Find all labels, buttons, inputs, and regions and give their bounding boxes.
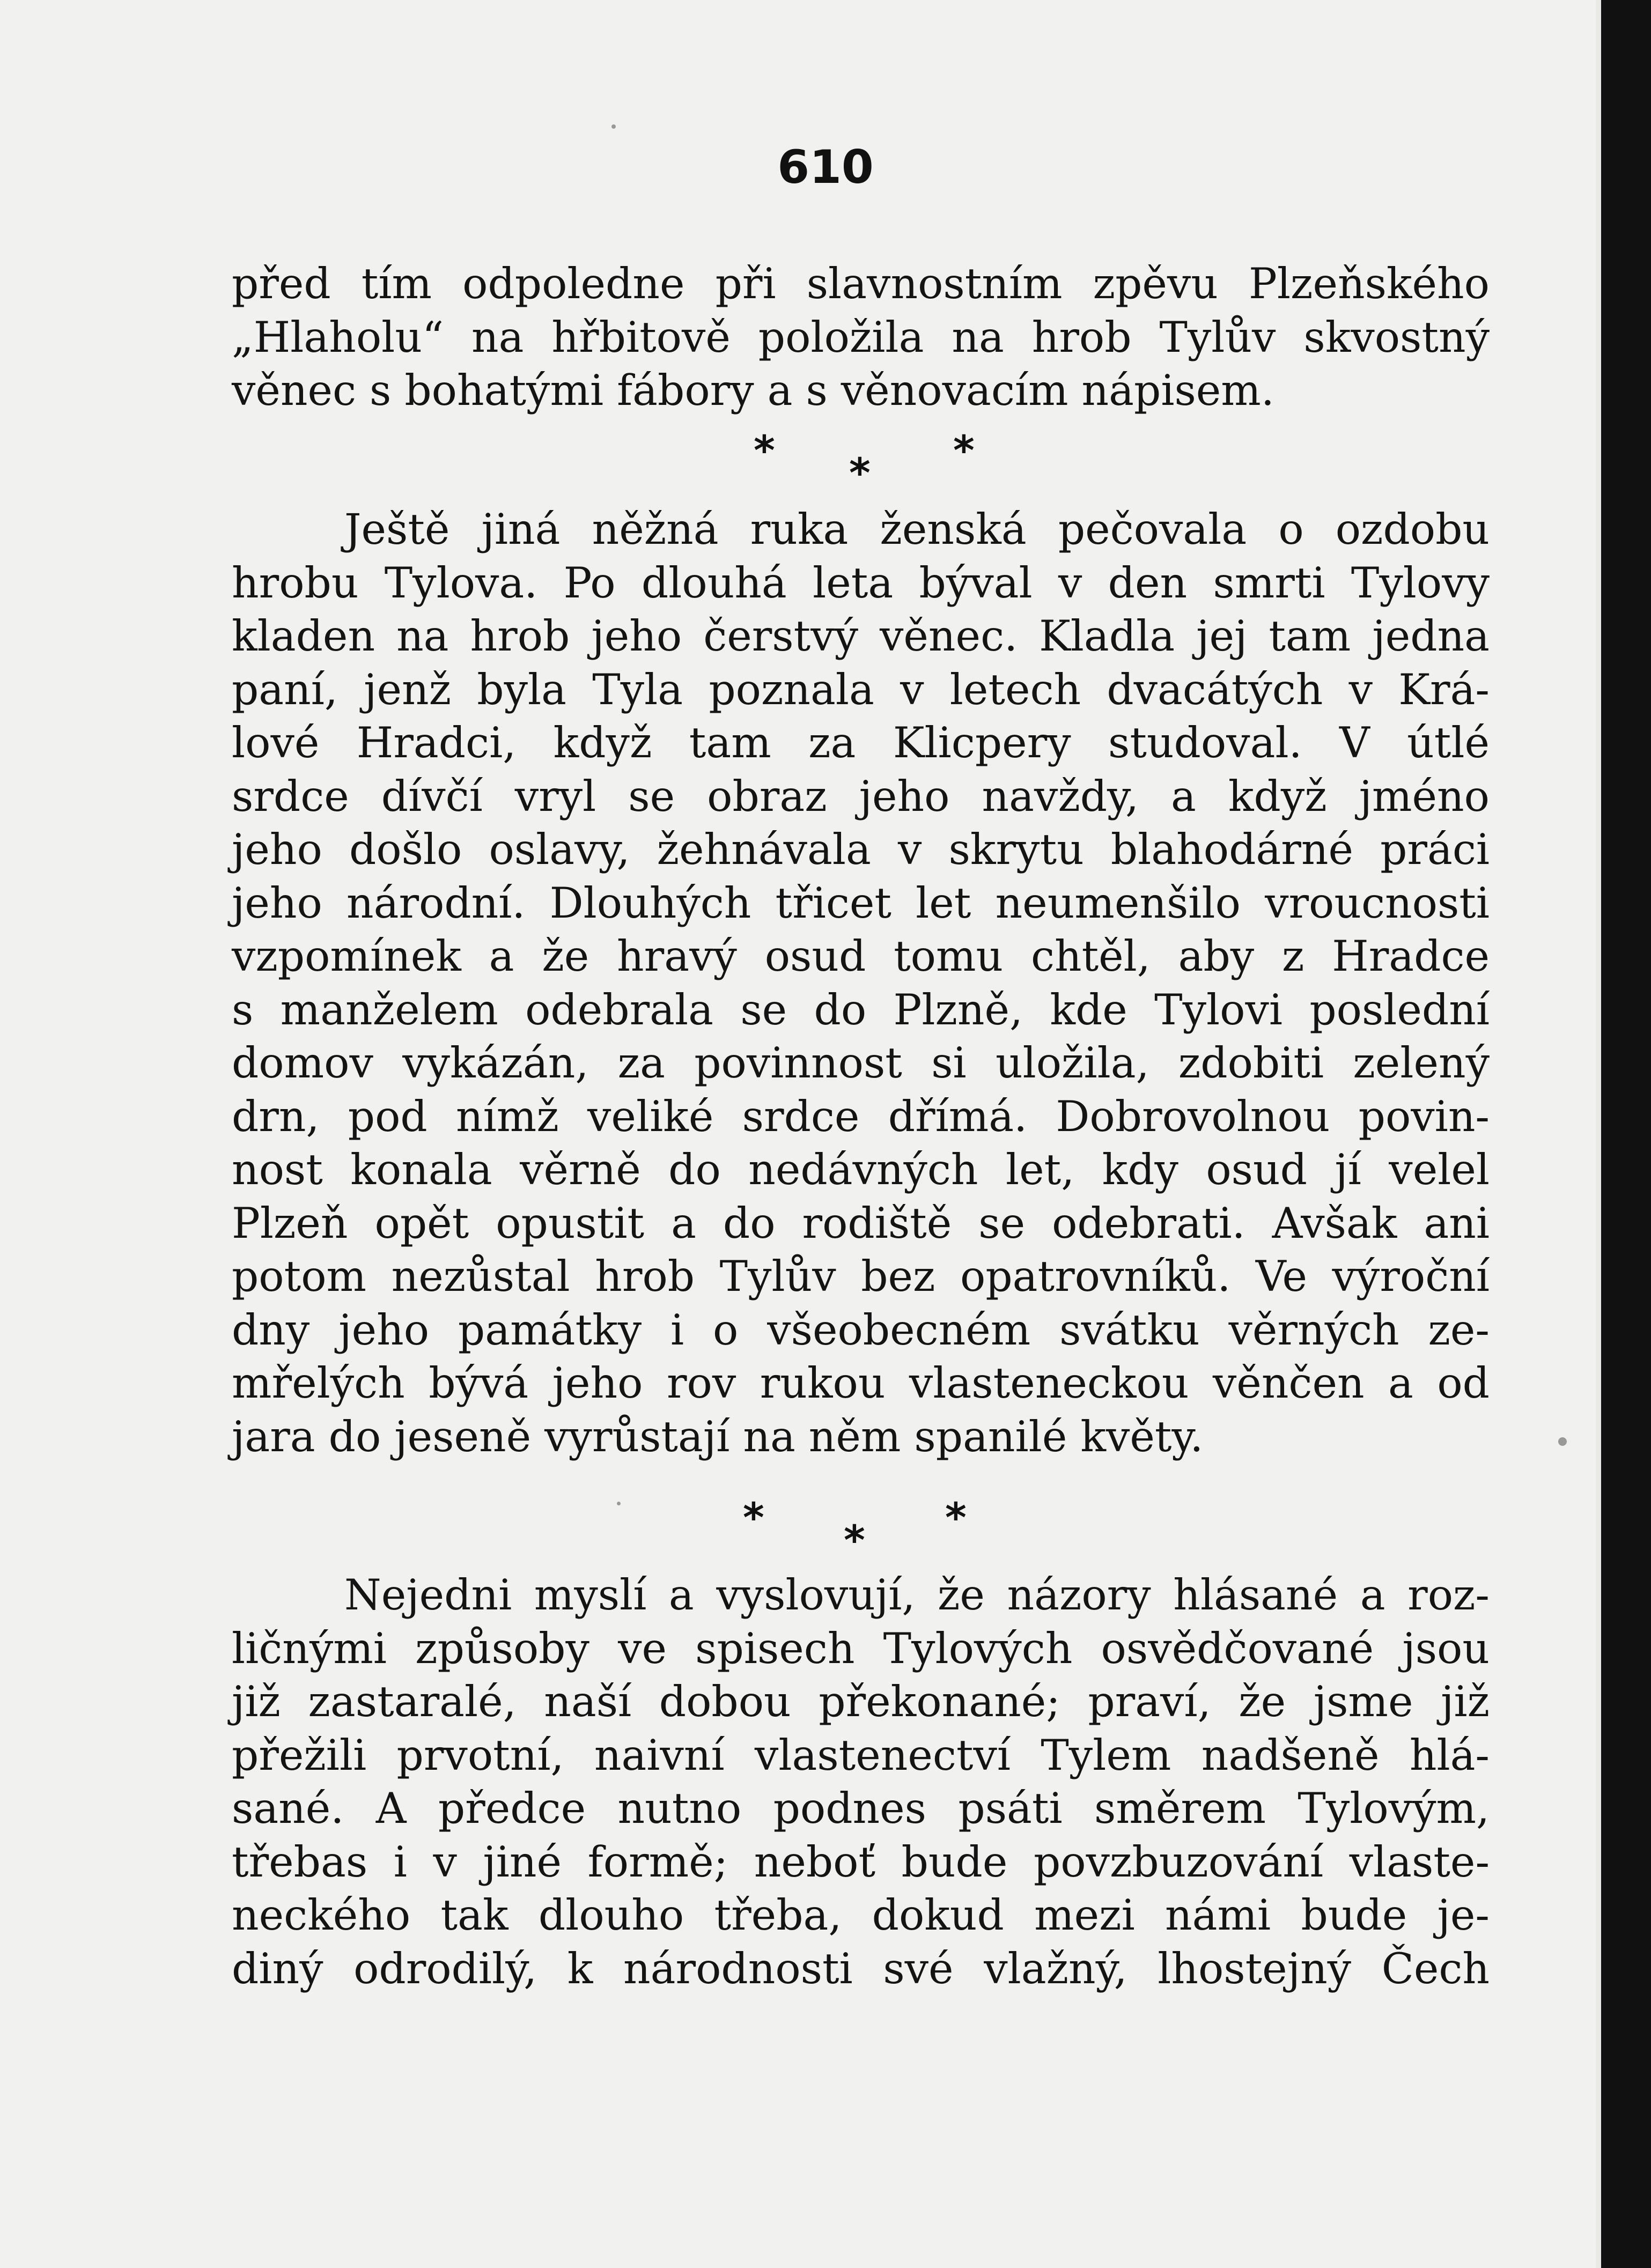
paragraph xyxy=(232,503,1490,1464)
text-line: Ještě jiná něžná ruka ženská pečovala o ozdobu xyxy=(344,505,1490,554)
text-line: věnec s bohatými fábory a s věnovacím nápisem. xyxy=(232,366,1274,415)
text-line: jeho došlo oslavy, žehnávala v skrytu blahodárné práci xyxy=(232,825,1490,874)
text-line: Nejedni myslí a vyslovují, že názory hlásané a roz- xyxy=(344,1570,1490,1620)
paragraph xyxy=(232,1569,1490,1996)
separator-star: * xyxy=(953,426,975,474)
separator-star: * xyxy=(743,1494,764,1541)
text-line: kladen na hrob jeho čerstvý věnec. Kladla jej tam jedna xyxy=(232,611,1490,661)
text-line: drn, pod nímž veliké srdce dřímá. Dobrovolnou povin- xyxy=(232,1091,1490,1141)
separator-star: * xyxy=(849,449,871,497)
text-line: již zastaralé, naší dobou překonané; praví, že jsme již xyxy=(232,1677,1490,1726)
section-separator xyxy=(0,426,1601,496)
separator-star: * xyxy=(844,1516,865,1564)
text-line: vzpomínek a že hravý osud tomu chtěl, aby z Hradce xyxy=(232,932,1490,981)
text-line: paní, jenž byla Tyla poznala v letech dvacátých v Krá- xyxy=(232,664,1490,714)
text-line: ličnými způsoby ve spisech Tylových osvědčované jsou xyxy=(232,1623,1490,1673)
text-line: neckého tak dlouho třeba, dokud mezi námi bude je- xyxy=(232,1890,1490,1940)
text-line: mřelých bývá jeho rov rukou vlasteneckou věnčen a od xyxy=(232,1358,1490,1408)
paragraph-continuation xyxy=(232,257,1490,418)
text-line: Plzeň opět opustit a do rodiště se odebrati. Avšak ani xyxy=(232,1198,1490,1248)
text-line: srdce dívčí vryl se obraz jeho navždy, a když jméno xyxy=(232,771,1490,821)
separator-star: * xyxy=(945,1494,967,1541)
text-line: dny jeho památky i o všeobecném svátku věrných ze- xyxy=(232,1305,1490,1355)
scan-border xyxy=(1601,0,1651,2268)
scan-speck xyxy=(617,1502,621,1505)
text-line: třebas i v jiné formě; neboť bude povzbuzování vlaste- xyxy=(232,1837,1490,1887)
text-line: hrobu Tylova. Po dlouhá leta býval v den smrti Tylovy xyxy=(232,558,1490,608)
text-line: jeho národní. Dlouhých třicet let neumenšilo vroucnosti xyxy=(232,878,1490,928)
scan-speck xyxy=(1558,1437,1567,1446)
text-line: lové Hradci, když tam za Klicpery studoval. V útlé xyxy=(232,718,1490,767)
text-line: potom nezůstal hrob Tylův bez opatrovníků. Ve výroční xyxy=(232,1252,1490,1301)
text-line: nost konala věrně do nedávných let, kdy osud jí velel xyxy=(232,1145,1490,1194)
text-line: přežili prvotní, naivní vlastenectví Tylem nadšeně hlá- xyxy=(232,1730,1490,1780)
text-line: před tím odpoledne při slavnostním zpěvu Plzeňského xyxy=(232,259,1490,308)
text-line: diný odrodilý, k národnosti své vlažný, lhostejný Čech xyxy=(232,1944,1490,1993)
text-line: jara do jeseně vyrůstají na něm spanilé květy. xyxy=(232,1412,1204,1461)
text-line: domov vykázán, za povinnost si uložila, zdobiti zelený xyxy=(232,1038,1490,1088)
scan-speck xyxy=(611,124,616,129)
separator-star: * xyxy=(754,426,775,474)
text-line: sané. A předce nutno podnes psáti směrem Tylovým, xyxy=(232,1784,1490,1833)
section-separator xyxy=(0,1494,1601,1563)
page-number: 610 xyxy=(777,141,874,194)
text-line: „Hlaholu“ na hřbitově položila na hrob Tylův skvostný xyxy=(232,312,1490,362)
text-line: s manželem odebrala se do Plzně, kde Tylovi poslední xyxy=(232,985,1490,1035)
